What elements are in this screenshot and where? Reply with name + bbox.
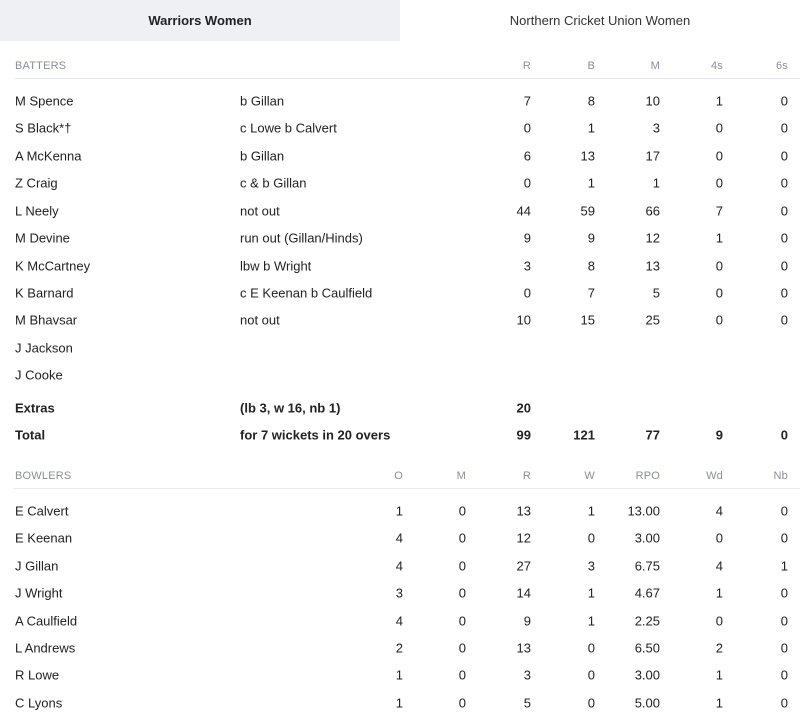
sixes: 0 bbox=[780, 230, 788, 245]
dismissal: lbw b Wright bbox=[240, 258, 312, 273]
runs: 9 bbox=[523, 230, 531, 245]
total-runs: 99 bbox=[516, 427, 531, 442]
minutes: 10 bbox=[645, 93, 660, 108]
no-balls: 0 bbox=[780, 667, 788, 682]
minutes: 12 bbox=[645, 230, 660, 245]
batters-header-divider bbox=[14, 78, 800, 79]
fours: 0 bbox=[715, 258, 723, 273]
runs: 0 bbox=[523, 175, 531, 190]
overs: 4 bbox=[395, 613, 403, 628]
total-detail: for 7 wickets in 20 overs bbox=[240, 427, 391, 442]
dismissal: not out bbox=[240, 203, 280, 218]
batter-row bbox=[0, 197, 800, 224]
overs: 1 bbox=[395, 695, 403, 710]
sixes: 0 bbox=[780, 203, 788, 218]
col-minutes-header: M bbox=[650, 59, 660, 72]
runs-conceded: 3 bbox=[523, 667, 531, 682]
total-fours: 9 bbox=[715, 427, 723, 442]
wickets: 0 bbox=[587, 667, 595, 682]
overs: 4 bbox=[395, 530, 403, 545]
runs-per-over: 13.00 bbox=[627, 503, 660, 518]
bowler-row bbox=[0, 579, 800, 606]
batter-name: A McKenna bbox=[15, 148, 82, 163]
batter-row bbox=[0, 114, 800, 141]
maidens: 0 bbox=[458, 585, 466, 600]
runs-conceded: 5 bbox=[523, 695, 531, 710]
wickets: 3 bbox=[587, 558, 595, 573]
bowler-row bbox=[0, 524, 800, 551]
total-minutes: 77 bbox=[645, 427, 660, 442]
balls: 9 bbox=[587, 230, 595, 245]
bowler-name: R Lowe bbox=[15, 667, 60, 682]
fours: 0 bbox=[715, 285, 723, 300]
no-balls: 0 bbox=[780, 695, 788, 710]
col-wides-header: Wd bbox=[706, 469, 723, 482]
runs-per-over: 5.00 bbox=[634, 695, 660, 710]
col-wickets-header: W bbox=[584, 469, 595, 482]
dismissal: c E Keenan b Caulfield bbox=[240, 285, 373, 300]
bowler-row bbox=[0, 497, 800, 524]
batter-row bbox=[0, 306, 800, 333]
fours: 7 bbox=[715, 203, 723, 218]
bowler-row bbox=[0, 661, 800, 688]
batter-name: M Spence bbox=[15, 93, 74, 108]
batter-row bbox=[0, 279, 800, 306]
batter-row bbox=[0, 169, 800, 196]
tab-warriors-women[interactable]: Warriors Women bbox=[0, 0, 400, 41]
batter-row bbox=[0, 142, 800, 169]
runs-per-over: 6.75 bbox=[634, 558, 660, 573]
no-balls: 0 bbox=[780, 503, 788, 518]
wides: 0 bbox=[715, 613, 723, 628]
extras-detail: (lb 3, w 16, nb 1) bbox=[240, 400, 341, 415]
col-noballs-header: Nb bbox=[773, 469, 788, 482]
wickets: 1 bbox=[587, 585, 595, 600]
fours: 0 bbox=[715, 312, 723, 327]
batter-name: L Neely bbox=[15, 203, 59, 218]
wides: 1 bbox=[715, 585, 723, 600]
col-maidens-header: M bbox=[456, 469, 466, 482]
bowler-row bbox=[0, 634, 800, 661]
runs: 44 bbox=[516, 203, 531, 218]
col-runs-conceded-header: R bbox=[522, 469, 531, 482]
runs-conceded: 13 bbox=[516, 503, 531, 518]
fours: 0 bbox=[715, 120, 723, 135]
balls: 1 bbox=[587, 175, 595, 190]
balls: 13 bbox=[580, 148, 595, 163]
tab-northern-cricket-union-women[interactable]: Northern Cricket Union Women bbox=[400, 0, 800, 41]
bowler-name: E Keenan bbox=[15, 530, 73, 545]
minutes: 5 bbox=[652, 285, 660, 300]
bowlers-header-divider bbox=[14, 488, 800, 489]
col-sixes-header: 6s bbox=[775, 59, 788, 72]
runs: 0 bbox=[523, 120, 531, 135]
batter-name: M Bhavsar bbox=[15, 312, 78, 327]
maidens: 0 bbox=[458, 558, 466, 573]
runs: 7 bbox=[523, 93, 531, 108]
batter-name: S Black*† bbox=[15, 120, 72, 135]
balls: 1 bbox=[587, 120, 595, 135]
minutes: 17 bbox=[645, 148, 660, 163]
wides: 2 bbox=[715, 640, 723, 655]
minutes: 1 bbox=[652, 175, 660, 190]
balls: 59 bbox=[580, 203, 595, 218]
fours: 1 bbox=[715, 93, 723, 108]
team-tabs bbox=[0, 0, 800, 41]
dismissal: b Gillan bbox=[240, 93, 285, 108]
total-balls: 121 bbox=[573, 427, 595, 442]
fours: 0 bbox=[715, 175, 723, 190]
maidens: 0 bbox=[458, 695, 466, 710]
balls: 7 bbox=[587, 285, 595, 300]
extras-row bbox=[0, 394, 800, 421]
batter-row bbox=[0, 361, 800, 388]
wickets: 1 bbox=[587, 613, 595, 628]
runs-conceded: 27 bbox=[516, 558, 531, 573]
maidens: 0 bbox=[458, 640, 466, 655]
fours: 1 bbox=[715, 230, 723, 245]
minutes: 13 bbox=[645, 258, 660, 273]
bowler-name: J Wright bbox=[15, 585, 63, 600]
overs: 4 bbox=[395, 558, 403, 573]
maidens: 0 bbox=[458, 667, 466, 682]
minutes: 25 bbox=[645, 312, 660, 327]
bowler-name: L Andrews bbox=[15, 640, 76, 655]
batter-name: K Barnard bbox=[15, 285, 74, 300]
runs-conceded: 14 bbox=[516, 585, 531, 600]
total-sixes: 0 bbox=[780, 427, 788, 442]
batter-name: J Cooke bbox=[15, 367, 63, 382]
balls: 8 bbox=[587, 93, 595, 108]
wides: 1 bbox=[715, 695, 723, 710]
runs-per-over: 4.67 bbox=[634, 585, 660, 600]
bowler-name: A Caulfield bbox=[15, 613, 78, 628]
no-balls: 0 bbox=[780, 585, 788, 600]
sixes: 0 bbox=[780, 285, 788, 300]
runs-per-over: 3.00 bbox=[634, 667, 660, 682]
runs: 0 bbox=[523, 285, 531, 300]
minutes: 3 bbox=[652, 120, 660, 135]
wides: 1 bbox=[715, 667, 723, 682]
wickets: 0 bbox=[587, 640, 595, 655]
sixes: 0 bbox=[780, 93, 788, 108]
runs: 6 bbox=[523, 148, 531, 163]
maidens: 0 bbox=[458, 530, 466, 545]
batter-row bbox=[0, 334, 800, 361]
total-row bbox=[0, 421, 800, 448]
maidens: 0 bbox=[458, 503, 466, 518]
dismissal: run out (Gillan/Hinds) bbox=[240, 230, 363, 245]
runs-per-over: 3.00 bbox=[634, 530, 660, 545]
batters-header-row bbox=[0, 52, 800, 79]
wickets: 1 bbox=[587, 503, 595, 518]
runs-conceded: 12 bbox=[516, 530, 531, 545]
sixes: 0 bbox=[780, 148, 788, 163]
runs: 10 bbox=[516, 312, 531, 327]
sixes: 0 bbox=[780, 120, 788, 135]
fours: 0 bbox=[715, 148, 723, 163]
overs: 3 bbox=[395, 585, 403, 600]
col-fours-header: 4s bbox=[710, 59, 723, 72]
bowler-name: C Lyons bbox=[15, 695, 63, 710]
bowler-name: E Calvert bbox=[15, 503, 69, 518]
wickets: 0 bbox=[587, 695, 595, 710]
runs-conceded: 9 bbox=[523, 613, 531, 628]
batter-name: M Devine bbox=[15, 230, 70, 245]
batters-heading: BATTERS bbox=[15, 59, 67, 72]
batter-row bbox=[0, 224, 800, 251]
bowlers-heading: BOWLERS bbox=[15, 469, 72, 482]
batter-name: Z Craig bbox=[15, 175, 58, 190]
sixes: 0 bbox=[780, 312, 788, 327]
wickets: 0 bbox=[587, 530, 595, 545]
dismissal: c & b Gillan bbox=[240, 175, 307, 190]
col-runs-header: R bbox=[522, 59, 531, 72]
bowlers-header-row bbox=[0, 462, 800, 489]
col-overs-header: O bbox=[394, 469, 403, 482]
col-rpo-header: RPO bbox=[635, 469, 660, 482]
batter-row bbox=[0, 87, 800, 114]
maidens: 0 bbox=[458, 613, 466, 628]
no-balls: 1 bbox=[780, 558, 788, 573]
balls: 8 bbox=[587, 258, 595, 273]
runs-conceded: 13 bbox=[516, 640, 531, 655]
batter-name: J Jackson bbox=[15, 340, 73, 355]
bowler-row bbox=[0, 552, 800, 579]
wides: 4 bbox=[715, 503, 723, 518]
extras-label: Extras bbox=[15, 400, 55, 415]
bowler-name: J Gillan bbox=[15, 558, 59, 573]
bowler-row bbox=[0, 689, 800, 716]
dismissal: not out bbox=[240, 312, 280, 327]
overs: 1 bbox=[395, 503, 403, 518]
overs: 1 bbox=[395, 667, 403, 682]
no-balls: 0 bbox=[780, 613, 788, 628]
no-balls: 0 bbox=[780, 640, 788, 655]
dismissal: c Lowe b Calvert bbox=[240, 120, 337, 135]
total-label: Total bbox=[15, 427, 46, 442]
sixes: 0 bbox=[780, 258, 788, 273]
col-balls-header: B bbox=[587, 59, 595, 72]
runs: 3 bbox=[523, 258, 531, 273]
minutes: 66 bbox=[645, 203, 660, 218]
wides: 4 bbox=[715, 558, 723, 573]
runs-per-over: 2.25 bbox=[634, 613, 660, 628]
overs: 2 bbox=[395, 640, 403, 655]
sixes: 0 bbox=[780, 175, 788, 190]
bowler-row bbox=[0, 607, 800, 634]
extras-runs: 20 bbox=[516, 400, 531, 415]
batter-name: K McCartney bbox=[15, 258, 91, 273]
runs-per-over: 6.50 bbox=[634, 640, 660, 655]
batter-row bbox=[0, 252, 800, 279]
no-balls: 0 bbox=[780, 530, 788, 545]
wides: 0 bbox=[715, 530, 723, 545]
dismissal: b Gillan bbox=[240, 148, 285, 163]
balls: 15 bbox=[580, 312, 595, 327]
